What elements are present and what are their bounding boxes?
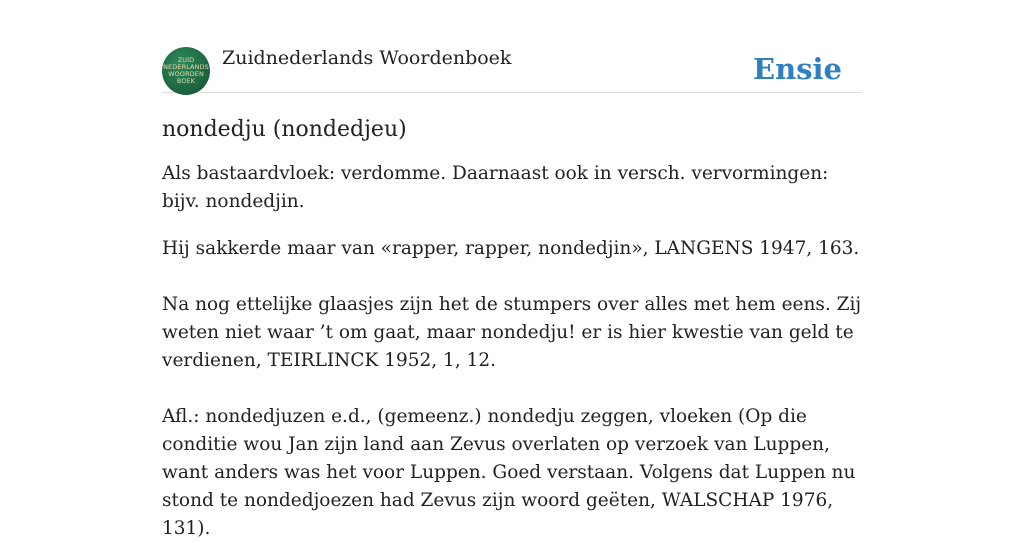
dictionary-logo[interactable] — [162, 47, 210, 95]
logo-line: ZUID — [177, 56, 195, 64]
entry-card — [162, 40, 862, 543]
logo-line: WOORDEN — [168, 70, 204, 78]
derivation-paragraph: Afl.: nondedjuzen e.d., (gemeenz.) nondedju zeggen, vloeken (Op die conditie wou Jan zijn land aan Zevus overlaten op verzoek van Luppen, want anders was het voor Luppen. Goed verstaan. Volgens dat Luppen nu stond te nondedjoezen had Zevus zijn woord geëten, WALSCHAP 1976, 131). — [162, 406, 856, 539]
site-header — [162, 40, 862, 93]
logo-line: BOEK — [176, 77, 196, 85]
entry-title: nondedju (nondedjeu) — [162, 117, 407, 142]
citation-paragraph: Na nog ettelijke glaasjes zijn het de stumpers over alles met hem eens. Zij weten niet waar ’t om gaat, maar nondedju! er is hier kwestie van geld te verdienen, TEIRLINCK 1952, 1, 12. — [162, 294, 862, 371]
definition-paragraph: Als bastaardvloek: verdomme. Daarnaast ook in versch. vervormingen: bijv. nondedjin. — [162, 163, 829, 212]
dictionary-name-link[interactable]: Zuidnederlands Woordenboek — [222, 47, 512, 69]
ensie-brand-logo[interactable]: Ensie — [753, 52, 842, 86]
citation-paragraph: Hij sakkerde maar van «rapper, rapper, nondedjin», LANGENS 1947, 163. — [162, 238, 860, 259]
logo-line: NEDERLANDS — [163, 63, 209, 71]
